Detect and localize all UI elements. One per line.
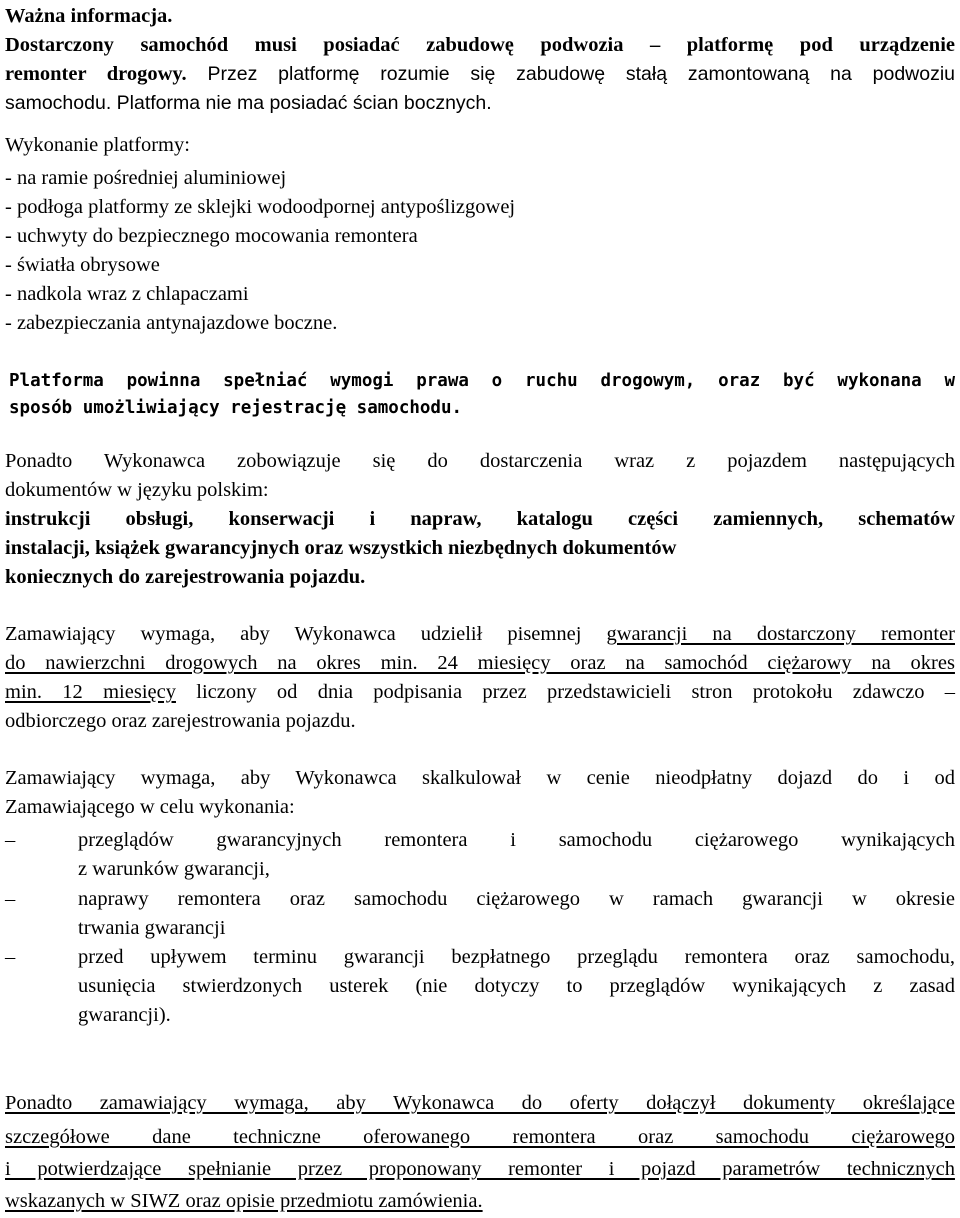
bullet-item-1-line-2: z warunków gwarancji,	[78, 858, 270, 880]
bullet-item-3-line-2: usunięcia stwierdzonych usterek (nie dotyczy to przeglądów wynikających z zasad	[78, 975, 955, 997]
info-paragraph-line-3: samochodu. Platforma nie ma posiadać ścian bocznych.	[5, 92, 492, 114]
law-line-1	[9, 367, 955, 396]
warranty-line-2: do nawierzchni drogowych na okres min. 24 miesięcy oraz na samochód ciężarowy na okres	[5, 652, 955, 674]
warranty-line-1	[5, 620, 955, 649]
warranty-underlined-months: min. 12 miesięcy	[5, 681, 176, 703]
info-paragraph-line-1: Dostarczony samochód musi posiadać zabudowę podwozia – platformę pod urządzenie	[5, 34, 955, 56]
platform-heading: Wykonanie platformy:	[5, 134, 190, 156]
docs-line-2: dokumentów w języku polskim:	[5, 479, 269, 501]
offer-line-4: wskazanych w SIWZ oraz opisie przedmiotu zamówienia.	[5, 1190, 483, 1212]
offer-line-1: Ponadto zamawiający wymaga, aby Wykonawca do oferty dołączył dokumenty określające	[5, 1092, 955, 1114]
platform-item: - uchwyty do bezpiecznego mocowania remontera	[5, 225, 418, 247]
warranty-line-3	[5, 678, 955, 707]
offer-line-2: szczegółowe dane techniczne oferowanego remontera oraz samochodu ciężarowego	[5, 1126, 955, 1148]
warranty-text-rest: liczony od dnia podpisania przez przedstawicieli stron protokołu zdawczo –	[175, 681, 955, 703]
platform-item: - zabezpieczania antynajazdowe boczne.	[5, 312, 338, 334]
info-bold-span: remonter drogowy.	[5, 63, 187, 85]
bullet-item-2-line-2: trwania gwarancji	[78, 917, 226, 939]
platform-item: - na ramie pośredniej aluminiowej	[5, 167, 287, 189]
travel-line-1: Zamawiający wymaga, aby Wykonawca skalkulował w cenie nieodpłatny dojazd do i od	[5, 767, 956, 789]
travel-line-2: Zamawiającego w celu wykonania:	[5, 796, 295, 818]
docs-line-3: instrukcji obsługi, konserwacji i napraw, katalogu części zamiennych, schematów	[5, 508, 956, 530]
law-line-1-text: Platforma powinna spełniać wymogi prawa o ruchu drogowym, oraz być wykonana w	[9, 371, 956, 391]
bullet-dash: –	[5, 946, 16, 968]
bullet-dash: –	[5, 888, 16, 910]
platform-item: - światła obrysowe	[5, 254, 160, 276]
offer-line-3: i potwierdzające spełnianie przez proponowany remonter i pojazd parametrów technicznych	[5, 1158, 955, 1180]
platform-item: - nadkola wraz z chlapaczami	[5, 283, 249, 305]
warranty-line-4: odbiorczego oraz zarejestrowania pojazdu.	[5, 710, 356, 732]
info-paragraph-line-2	[5, 60, 955, 89]
docs-line-5: koniecznych do zarejestrowania pojazdu.	[5, 566, 366, 588]
warranty-underlined: gwarancji na dostarczony remonter	[606, 623, 955, 645]
info-normal-span: Przez platformę rozumie się zabudowę stałą zamontowaną na podwoziu	[186, 63, 956, 85]
docs-line-4: instalacji, książek gwarancyjnych oraz wszystkich niezbędnych dokumentów	[5, 537, 677, 559]
law-line-2: sposób umożliwiający rejestrację samochodu.	[9, 398, 463, 418]
bullet-item-3-line-1: przed upływem terminu gwarancji bezpłatnego przeglądu remontera oraz samochodu,	[78, 946, 955, 968]
bullet-item-1-line-1: przeglądów gwarancyjnych remontera i samochodu ciężarowego wynikających	[78, 829, 956, 851]
bullet-item-2-line-1: naprawy remontera oraz samochodu ciężarowego w ramach gwarancji w okresie	[78, 888, 955, 910]
warranty-text: Zamawiający wymaga, aby Wykonawca udzielił pisemnej	[5, 623, 607, 645]
info-title: Ważna informacja.	[5, 5, 173, 27]
platform-item: - podłoga platformy ze sklejki wodoodpornej antypoślizgowej	[5, 196, 516, 218]
bullet-item-3-line-3: gwarancji).	[78, 1004, 171, 1026]
docs-line-1: Ponadto Wykonawca zobowiązuje się do dostarczenia wraz z pojazdem następujących	[5, 450, 956, 472]
bullet-dash: –	[5, 829, 16, 851]
